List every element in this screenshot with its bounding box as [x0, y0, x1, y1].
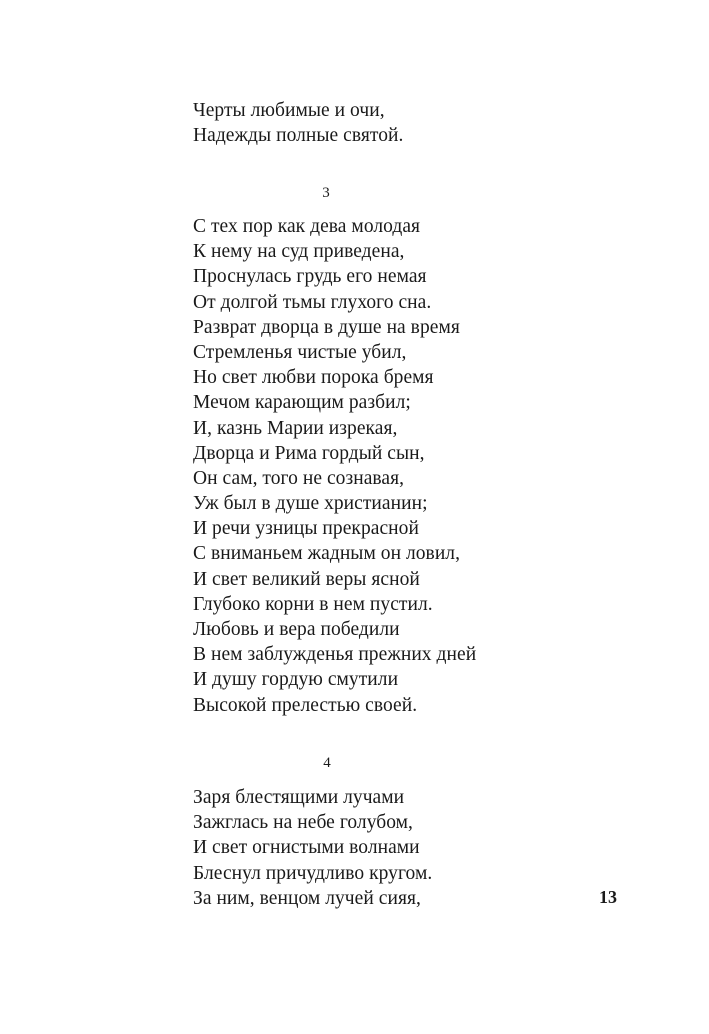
verse-line: К нему на суд приведена,	[193, 241, 405, 263]
page-number: 13	[599, 887, 617, 907]
verse-line: Заря блестящими лучами	[193, 787, 405, 808]
stanza-section-3	[193, 214, 476, 718]
verse-line: За ним, венцом лучей сияя,	[193, 887, 421, 909]
verse-line: Он сам, того не сознавая,	[193, 467, 405, 489]
stanza-fragment	[193, 98, 403, 148]
verse-line: И свет огнистыми волнами	[193, 837, 420, 859]
section-number-4: 4	[323, 755, 331, 771]
stanza-section-4	[193, 785, 432, 911]
section-number-3: 3	[322, 185, 330, 201]
verse-line: Надежды полные святой.	[193, 125, 404, 147]
verse-line: Любовь и вера победили	[193, 619, 400, 640]
verse-line: Мечом карающим разбил;	[193, 392, 411, 414]
verse-line: С вниманьем жадным он ловил,	[193, 543, 461, 565]
verse-line: И свет великий веры ясной	[193, 568, 420, 590]
verse-line: Разврат дворца в душе на время	[193, 316, 460, 338]
verse-line: От долгой тьмы глухого сна.	[193, 291, 432, 313]
verse-line: Стремленья чистые убил,	[193, 341, 407, 363]
verse-line: Глубоко корни в нем пустил.	[193, 593, 433, 615]
verse-line: В нем заблужденья прежних дней	[193, 644, 477, 666]
verse-line: Блеснул причудливо кругом.	[193, 862, 433, 884]
verse-line: И душу гордую смутили	[193, 669, 399, 691]
verse-line: С тех пор как дева молодая	[193, 216, 421, 237]
verse-line: И речи узницы прекрасной	[193, 518, 419, 540]
verse-line: Высокой прелестью своей.	[193, 694, 418, 716]
verse-line: Зажглась на небе голубом,	[193, 812, 413, 834]
verse-line: Черты любимые и очи,	[193, 100, 385, 121]
verse-line: Уж был в душе христианин;	[193, 493, 428, 515]
verse-line: И, казнь Марии изрекая,	[193, 417, 398, 439]
verse-line: Дворца и Рима гордый сын,	[193, 442, 425, 464]
verse-line: Проснулась грудь его немая	[193, 266, 427, 288]
verse-line: Но свет любви порока бремя	[193, 367, 434, 389]
